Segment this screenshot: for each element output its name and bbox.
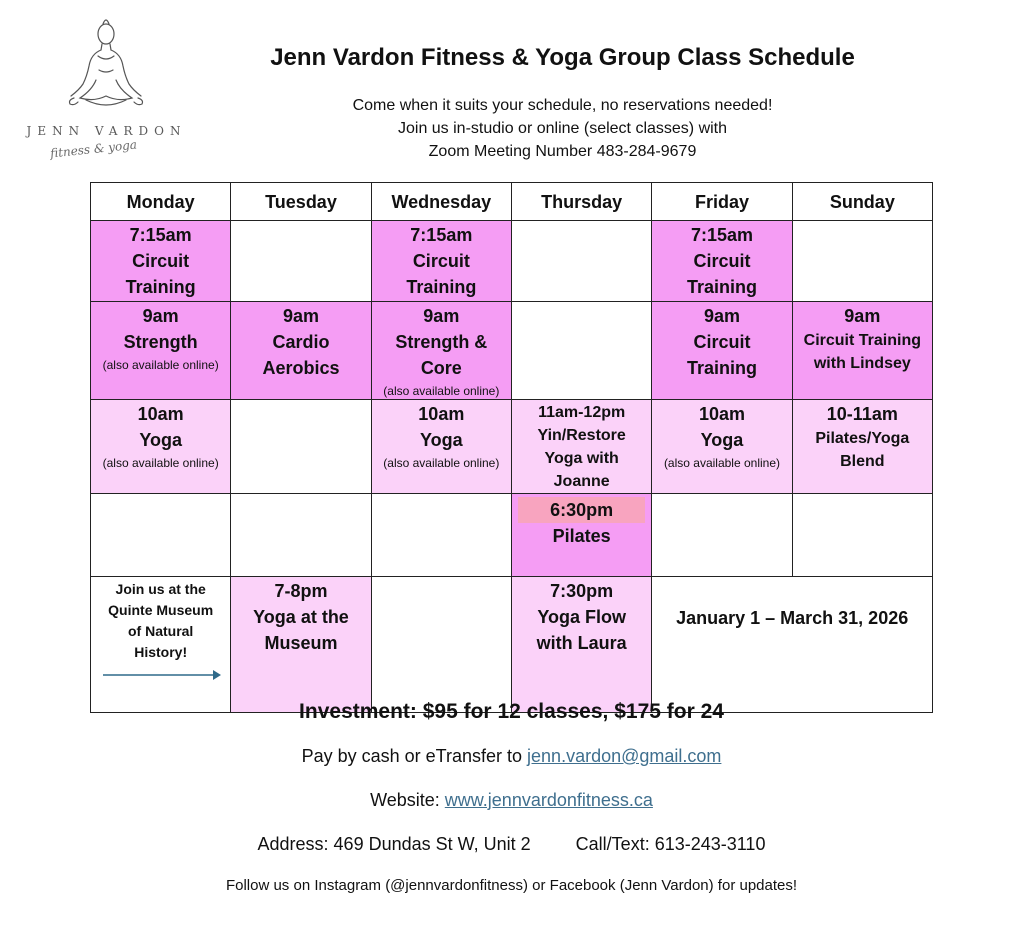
address-text: Address: 469 Dundas St W, Unit 2: [257, 834, 531, 854]
class-name: with Lindsey: [813, 355, 911, 372]
empty-cell: [792, 221, 932, 302]
class-time: 10am: [698, 404, 745, 424]
day-header-monday: Monday: [91, 183, 231, 221]
class-name: Aerobics: [262, 358, 340, 378]
class-name: Pilates: [552, 526, 611, 546]
website-label: Website:: [370, 790, 440, 810]
class-name: Strength: [123, 332, 198, 352]
class-cell-mon-9: [91, 302, 231, 400]
logo-brand-name: JENN VARDON: [26, 124, 187, 138]
day-header-tuesday: Tuesday: [231, 183, 371, 221]
day-header-friday: Friday: [652, 183, 792, 221]
class-name: Yoga: [419, 430, 463, 450]
online-note: (also available online): [383, 456, 500, 470]
promo-line: of Natural: [127, 623, 194, 639]
class-name: Joanne: [553, 473, 610, 490]
class-name: Blend: [840, 453, 885, 470]
class-name: Yoga: [139, 430, 182, 450]
class-cell-fri-10: [652, 400, 792, 494]
class-name: Yoga: [700, 430, 744, 450]
online-note: (also available online): [102, 456, 219, 470]
empty-cell: [652, 494, 792, 577]
class-time: 9am: [142, 306, 179, 326]
promo-line: Quinte Museum: [108, 602, 214, 618]
empty-cell: [231, 400, 371, 494]
class-time: 6:30pm: [518, 497, 645, 523]
table-row: [91, 577, 933, 713]
class-cell-thu-11: [511, 400, 651, 494]
logo-tagline: fitness & yoga: [49, 137, 138, 161]
class-time: 7:15am: [690, 225, 753, 245]
class-name: Training: [125, 277, 196, 297]
class-time: 9am: [282, 306, 319, 326]
class-cell-thu-730: [511, 577, 651, 713]
page-title: Jenn Vardon Fitness & Yoga Group Class Schedule: [270, 44, 855, 71]
arrow-right-icon: [101, 669, 221, 681]
table-row: [91, 400, 933, 494]
class-name: Core: [420, 358, 462, 378]
class-time: 10am: [137, 404, 184, 424]
class-cell-tue-7: [231, 577, 371, 713]
class-time: 9am: [844, 306, 881, 326]
email-link[interactable]: jenn.vardon@gmail.com: [527, 746, 722, 766]
website-link[interactable]: www.jennvardonfitness.ca: [444, 790, 653, 810]
class-cell-sun-10: [792, 400, 932, 494]
class-name: Pilates/Yoga: [815, 430, 910, 447]
class-cell-sun-9: [792, 302, 932, 400]
class-time: 7:15am: [129, 225, 192, 245]
intro-text: [210, 94, 915, 163]
empty-cell: [231, 221, 371, 302]
museum-promo-cell: [91, 577, 231, 713]
class-name: Yoga Flow: [537, 607, 626, 627]
online-note: (also available online): [383, 384, 500, 398]
class-name: Strength &: [395, 332, 488, 352]
class-name: Circuit: [693, 332, 751, 352]
empty-cell: [231, 494, 371, 577]
class-time: 9am: [703, 306, 740, 326]
intro-line-1: Come when it suits your schedule, no reservations needed!: [352, 97, 773, 114]
table-row: [91, 302, 933, 400]
class-cell-thu-630: [511, 494, 651, 577]
class-name: Museum: [264, 633, 338, 653]
class-cell-fri-9: [652, 302, 792, 400]
website-line: [150, 790, 873, 811]
class-name: Circuit: [693, 251, 751, 271]
contact-line: [150, 834, 873, 855]
class-time: 9am: [423, 306, 460, 326]
class-name: Yoga at the: [253, 607, 349, 627]
class-name: with Laura: [536, 633, 627, 653]
logo: [14, 14, 199, 174]
pay-label: Pay by cash or eTransfer to: [301, 746, 523, 766]
class-cell-mon-715: [91, 221, 231, 302]
class-time: 11am-12pm: [538, 404, 626, 421]
class-cell-mon-10: [91, 400, 231, 494]
class-time: 10-11am: [826, 404, 898, 424]
class-name: Circuit: [132, 251, 190, 271]
class-name: Yoga with: [544, 450, 619, 467]
class-name: Training: [686, 277, 757, 297]
class-cell-fri-715: [652, 221, 792, 302]
empty-cell: [511, 221, 651, 302]
day-header-thursday: Thursday: [511, 183, 651, 221]
table-row: [91, 221, 933, 302]
class-name: Yin/Restore: [537, 427, 626, 444]
class-time: 7:30pm: [550, 581, 614, 601]
online-note: (also available online): [663, 456, 781, 470]
empty-cell: [91, 494, 231, 577]
payment-line: [150, 746, 873, 767]
class-cell-tue-9: [231, 302, 371, 400]
header-row: [91, 183, 933, 221]
class-cell-wed-9: [371, 302, 511, 400]
phone-text: Call/Text: 613-243-3110: [575, 834, 766, 854]
class-time: 10am: [418, 404, 465, 424]
class-time: 7:15am: [410, 225, 473, 245]
intro-line-2: Join us in-studio or online (select classes) with: [397, 120, 728, 137]
schedule-dates: January 1 – March 31, 2026: [652, 577, 933, 713]
class-schedule-table: [90, 182, 933, 713]
empty-cell: [371, 494, 511, 577]
class-cell-wed-10: [371, 400, 511, 494]
promo-line: Join us at the: [115, 581, 206, 597]
class-name: Cardio: [272, 332, 330, 352]
investment-pricing: Investment: $95 for 12 classes, $175 for 24: [299, 700, 724, 723]
class-name: Circuit: [412, 251, 470, 271]
promo-line: History!: [134, 644, 188, 660]
empty-cell: [371, 577, 511, 713]
day-header-sunday: Sunday: [792, 183, 932, 221]
class-name: Training: [686, 358, 757, 378]
social-follow-text: Follow us on Instagram (@jennvardonfitness) or Facebook (Jenn Vardon) for updates!: [225, 877, 798, 894]
class-cell-wed-715: [371, 221, 511, 302]
empty-cell: [511, 302, 651, 400]
day-header-wednesday: Wednesday: [371, 183, 511, 221]
class-name: Training: [406, 277, 477, 297]
class-time: 7-8pm: [274, 581, 328, 601]
meditating-figure-icon: [56, 14, 156, 124]
table-row: [91, 494, 933, 577]
class-name: Circuit Training: [803, 332, 921, 349]
online-note: (also available online): [102, 358, 219, 372]
empty-cell: [792, 494, 932, 577]
intro-line-3: Zoom Meeting Number 483-284-9679: [428, 143, 697, 160]
